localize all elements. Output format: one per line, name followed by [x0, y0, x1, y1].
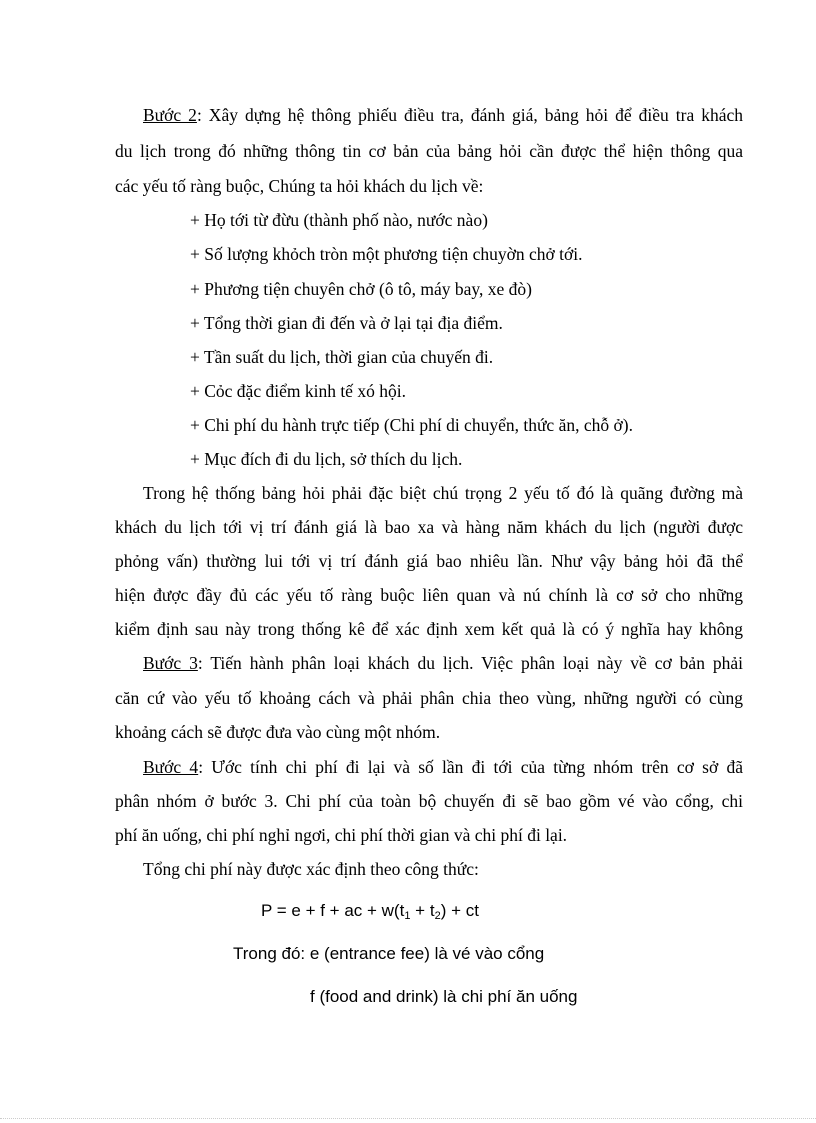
- step4-label: Bước 4: [143, 757, 199, 777]
- step3-label: Bước 3: [143, 653, 198, 673]
- para1-line: khách du lịch tới vị trí đánh giá là bao xa và hàng năm khách du lịch (người được: [115, 517, 743, 537]
- para1-line: phỏng vấn) thường lui tới vị trí đánh giá bao nhiêu lần. Như vậy bảng hỏi đã thể: [115, 551, 743, 571]
- step3-line1-text: : Tiến hành phân loại khách du lịch. Việc phân loại này về cơ bản phải: [197, 653, 743, 673]
- formula-intro: Tổng chi phí này được xác định theo công thức:: [143, 859, 479, 879]
- cost-formula: [261, 900, 479, 922]
- bullet-item: + Tần suất du lịch, thời gian của chuyến đi.: [190, 347, 494, 367]
- formula-part-end: ) + ct: [440, 901, 479, 920]
- bullet-item: + Chi phí du hành trực tiếp (Chi phí di chuyển, thức ăn, chỗ ở).: [190, 415, 633, 435]
- step2-line3: các yếu tố ràng buộc, Chúng ta hỏi khách du lịch về:: [115, 176, 484, 196]
- page-bottom-border: [0, 1118, 816, 1119]
- definition-f: f (food and drink) là chi phí ăn uống: [310, 987, 578, 1006]
- step3-line3: khoảng cách sẽ được đưa vào cùng một nhóm.: [115, 722, 441, 742]
- definition-e: Trong đó: e (entrance fee) là vé vào cổng: [233, 944, 545, 963]
- bullet-item: + Phương tiện chuyên chở (ô tô, máy bay, xe đò): [190, 279, 532, 299]
- bullet-item: + Tổng thời gian đi đến và ở lại tại địa điểm.: [190, 313, 503, 333]
- step2-line2: du lịch trong đó những thông tin cơ bản của bảng hỏi cần được thể hiện thông qua: [115, 141, 743, 161]
- step4-line3: phí ăn uống, chi phí nghỉ ngơi, chi phí thời gian và chi phí đi lại.: [115, 825, 568, 845]
- para1-line: kiểm định sau này trong thống kê để xác định xem kết quả là có ý nghĩa hay không: [115, 619, 743, 639]
- step4-line1: [143, 756, 743, 778]
- step2-label: Bước 2: [143, 105, 197, 125]
- step4-line1-text: : Ước tính chi phí đi lại và số lần đi tới của từng nhóm trên cơ sở đã: [198, 757, 743, 777]
- para1-line: Trong hệ thống bảng hỏi phải đặc biệt chú trọng 2 yếu tố đó là quãng đường mà: [143, 483, 743, 503]
- formula-part-main: P = e + f + ac + w(t: [261, 901, 405, 920]
- bullet-item: + Cỏc đặc điểm kinh tế xó hội.: [190, 381, 406, 401]
- bullet-item: + Mục đích đi du lịch, sở thích du lịch.: [190, 449, 463, 469]
- formula-part-mid: + t: [410, 901, 435, 920]
- step2-line1: [143, 104, 743, 126]
- bullet-item: + Họ tới từ đừu (thành phố nào, nước nào): [190, 210, 488, 230]
- step3-line1: [143, 652, 743, 674]
- formula-sub2: 2: [434, 910, 441, 922]
- bullet-item: + Số lượng khỏch tròn một phương tiện chuyờn chở tới.: [190, 244, 583, 264]
- step4-line2: phân nhóm ở bước 3. Chi phí của toàn bộ chuyến đi sẽ bao gồm vé vào cổng, chi: [115, 791, 743, 811]
- step2-line1-text: : Xây dựng hệ thông phiếu điều tra, đánh giá, bảng hỏi để điều tra khách: [196, 105, 743, 125]
- para1-line: hiện được đầy đủ các yếu tố ràng buộc liên quan và nú chính là cơ sở cho những: [115, 585, 743, 605]
- formula-sub1: 1: [404, 910, 411, 922]
- step3-line2: căn cứ vào yếu tố khoảng cách và phải phân chia theo vùng, những người có cùng: [115, 688, 743, 708]
